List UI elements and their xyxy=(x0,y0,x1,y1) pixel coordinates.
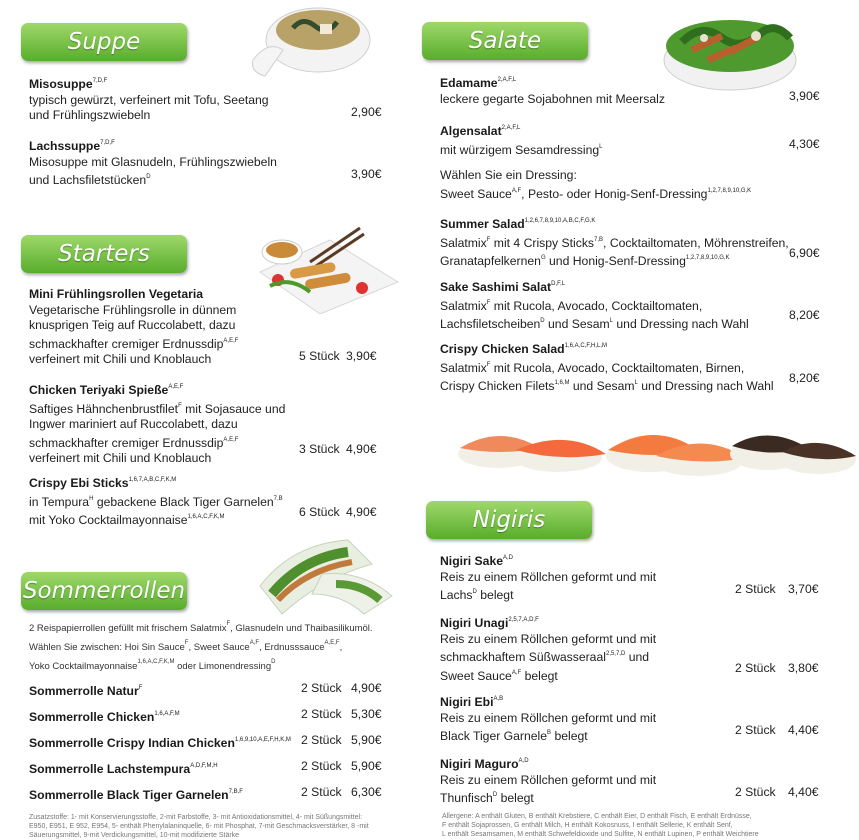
section-title-starters: Starters xyxy=(21,235,187,273)
sushi-image xyxy=(450,420,859,482)
price: 5,30€ xyxy=(351,707,382,721)
quantity: 2 Stück xyxy=(301,681,342,695)
section-title-sommerrollen: Sommerrollen xyxy=(21,572,187,610)
price: 4,90€ xyxy=(351,681,382,695)
menu-item: Edamame$^{2,A,F,L}$ leckere gegarte Sojabohnen mit Meersalz xyxy=(440,76,665,106)
price: 3,80€ xyxy=(788,661,819,675)
summer-rolls-image xyxy=(252,534,394,618)
price: 4,40€ xyxy=(788,785,819,799)
price: 4,40€ xyxy=(788,723,819,737)
menu-item: Mini Frühlingsrollen Vegetaria Vegetarische Frühlingsrolle in dünnem knusprigen Teig auf Ruccolabett, dazu schmackhafter cremiger Erdnussdip$^{A,E,F}$ verfeinert mit Chili und Knoblauch xyxy=(29,287,239,366)
soup-bowl-image xyxy=(248,0,374,82)
quantity: 2 Stück xyxy=(301,733,342,747)
salad-bowl-image xyxy=(652,2,806,94)
quantity: 2 Stück xyxy=(735,785,776,799)
spring-rolls-image xyxy=(250,222,402,314)
quantity: 5 Stück xyxy=(299,349,340,363)
price: 3,90€ xyxy=(346,349,377,363)
quantity: 2 Stück xyxy=(735,582,776,596)
menu-item: Nigiri Unagi$^{2,5,7,A,D,F}$ Reis zu einem Röllchen geformt und mit schmackhaftem Süßwasseraal$^{2,5,7,D}$ und Sweet Sauce$^{A,F}$ belegt xyxy=(440,616,657,683)
section-title-nigiris: Nigiris xyxy=(426,501,592,539)
price: 5,90€ xyxy=(351,759,382,773)
menu-item: Chicken Teriyaki Spieße$^{A,E,F}$ Saftiges Hähnchenbrustfilet$^F$ mit Sojasauce und Ingwer mariniert auf Ruccolabett, dazu schmackhafter cremiger Erdnussdip$^{A,E,F}$ verfeinert mit Chili und Knoblauch xyxy=(29,383,286,465)
price: 4,90€ xyxy=(346,505,377,519)
price: 6,30€ xyxy=(351,785,382,799)
quantity: 2 Stück xyxy=(301,707,342,721)
menu-item: Sommerrolle Chicken$^{1,6,A,F,M}$ xyxy=(29,710,180,724)
menu-item: Crispy Chicken Salad$^{1,6,A,C,F,H,L,M}$ Salatmix$^F$ mit Rucola, Avocado, Cocktailtomaten, Birnen, Crispy Chicken Filets$^{1,6,M}$ und Sesam$^L$ und Dressing nach Wahl xyxy=(440,342,774,393)
price: 8,20€ xyxy=(789,308,820,322)
menu-item: Sake Sashimi Salat$^{D,F,L}$ Salatmix$^F$ mit Rucola, Avocado, Cocktailtomaten, Lachsfiletscheiben$^D$ und Sesam$^L$ und Dressing nach Wahl xyxy=(440,280,749,331)
price: 4,30€ xyxy=(789,137,820,151)
quantity: 2 Stück xyxy=(735,723,776,737)
menu-item: Nigiri Maguro$^{A,D}$ Reis zu einem Röllchen geformt und mit Thunfisch$^D$ belegt xyxy=(440,757,657,805)
menu-item: Sommerrolle Natur$^F$ xyxy=(29,684,143,698)
quantity: 2 Stück xyxy=(301,759,342,773)
price: 2,90€ xyxy=(351,105,382,119)
menu-item: Crispy Ebi Sticks$^{1,6,7,A,B,C,F,K,M}$ in Tempura$^H$ gebackene Black Tiger Garnelen$^{7,B}$ mit Yoko Cocktailmayonnaise$^{1,6,A,C,F,K,M}$ xyxy=(29,476,283,527)
sommerrollen-description: 2 Reispapierrollen gefüllt mit frischem Salatmix$^F$, Glasnudeln und Thaibasilikumöl. Wählen Sie zwischen: Hoi Sin Sauce$^F$, Sweet Sauce$^{A,F}$, Erdnusssauce$^{A,E,F}$, Yoko Cocktailmayonnaise$^{1,6,A,C,F,K,M}$ oder Limonendressing$^D$ xyxy=(29,621,373,672)
section-title-suppe: Suppe xyxy=(21,23,187,61)
quantity: 6 Stück xyxy=(299,505,340,519)
menu-item: Nigiri Ebi$^{A,B}$ Reis zu einem Röllchen geformt und mit Black Tiger Garnele$^B$ belegt xyxy=(440,695,657,743)
price: 4,90€ xyxy=(346,442,377,456)
menu-item: Sommerrolle Crispy Indian Chicken$^{1,6,9,10,A,E,F,H,K,M}$ xyxy=(29,736,291,750)
price: 8,20€ xyxy=(789,371,820,385)
dressing-choice: Wählen Sie ein Dressing: Sweet Sauce$^{A,F}$, Pesto- oder Honig-Senf-Dressing$^{1,2,7,8,9,10,G,K}$ xyxy=(440,168,752,201)
menu-item: Misosuppe$^{7,D,F}$ typisch gewürzt, verfeinert mit Tofu, Seetang und Frühlingszwiebeln xyxy=(29,77,269,122)
menu-item: Summer Salad$^{1,2,6,7,8,9,10,A,B,C,F,G,K}$ Salatmix$^F$ mit 4 Crispy Sticks$^{7,B}$, Cocktailtomaten, Möhrenstreifen, Granatapfelkernen$^G$ und Honig-Senf-Dressing$^{1,2,7,8,9,10,G,K}$ xyxy=(440,217,789,268)
price: 3,70€ xyxy=(788,582,819,596)
quantity: 3 Stück xyxy=(299,442,340,456)
menu-item: Algensalat$^{2,A,F,L}$ mit würzigem Sesamdressing$^L$ xyxy=(440,124,603,157)
additives-footnote: Zusatzstoffe: 1- mit Konservierungsstoffe, 2-mit Farbstoffe, 3- mit Antioxidationsmittel, 4- mit Süßungsmittel: E950, E951, E 952, E954, 5- enthält Phenylalaninquelle, 6- mit Phosphat, 7-mit Geschmacksverstärker, 8 -mit Säuerungsmittel, 9-mit Verdickungsmittel, 10-mit modifizierte Stärke xyxy=(29,814,369,839)
menu-item: Nigiri Sake$^{A,D}$ Reis zu einem Röllchen geformt und mit Lachs$^D$ belegt xyxy=(440,554,657,602)
menu-item: Lachssuppe$^{7,D,F}$ Misosuppe mit Glasnudeln, Frühlingszwiebeln und Lachsfiletstücken$^D$ xyxy=(29,139,277,187)
section-title-salate: Salate xyxy=(422,22,588,60)
price: 5,90€ xyxy=(351,733,382,747)
price: 3,90€ xyxy=(351,167,382,181)
price: 6,90€ xyxy=(789,246,820,260)
price: 3,90€ xyxy=(789,89,820,103)
menu-item: Sommerrolle Lachstempura$^{A,D,F,M,H}$ xyxy=(29,762,218,776)
quantity: 2 Stück xyxy=(735,661,776,675)
quantity: 2 Stück xyxy=(301,785,342,799)
menu-item: Sommerrolle Black Tiger Garnelen$^{7,B,F}$ xyxy=(29,788,243,802)
allergens-footnote: Allergene: A enthält Gluten, B enthält Krebstiere, C enthält Eier, D enthält Fisch, E enthält Erdnüsse, F enthält Sojaprossen, G enthält Milch, H enthält Kokosnuss, I enthält Sellerie, K enthält Senf, L enthält Sesamsamen, M enthält Schwefeldioxide und Sulfite, N enthält Lupinen, P enthält Weichtiere xyxy=(442,813,759,838)
